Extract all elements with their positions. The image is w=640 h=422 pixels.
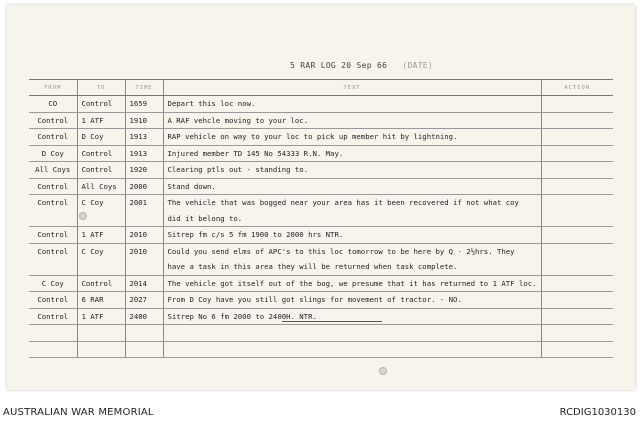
column-header-time: TIME — [125, 80, 163, 96]
punch-hole-right — [379, 367, 387, 375]
to-cell: Control — [77, 275, 125, 292]
action-cell — [541, 129, 613, 146]
from-cell — [29, 325, 77, 342]
punch-hole-left — [79, 212, 87, 220]
log-header — [290, 61, 433, 70]
from-cell: Control — [29, 178, 77, 195]
to-cell — [77, 325, 125, 342]
table-row — [29, 211, 613, 227]
to-cell — [77, 259, 125, 275]
footer-credit: AUSTRALIAN WAR MEMORIAL — [3, 407, 154, 418]
from-cell: D Coy — [29, 145, 77, 162]
time-cell: 2010 — [125, 227, 163, 244]
log-table-header — [29, 80, 613, 96]
time-cell: 2000 — [125, 178, 163, 195]
time-cell: 2001 — [125, 195, 163, 211]
column-header-from: FROM — [29, 80, 77, 96]
time-cell: 2010 — [125, 243, 163, 259]
time-cell — [125, 325, 163, 342]
to-cell: C Coy — [77, 243, 125, 259]
time-cell — [125, 211, 163, 227]
table-row — [29, 227, 613, 244]
text-cell: RAP vehicle on way to your loc to pick up member hit by lightning. — [163, 129, 541, 146]
to-cell: Control — [77, 96, 125, 113]
table-row — [29, 162, 613, 179]
action-cell — [541, 243, 613, 259]
from-cell — [29, 259, 77, 275]
action-cell — [541, 96, 613, 113]
from-cell: Control — [29, 308, 77, 325]
action-cell — [541, 162, 613, 179]
text-cell: have a task in this area they will be returned when task complete. — [163, 259, 541, 275]
from-cell: Control — [29, 292, 77, 309]
log-table-body — [29, 96, 613, 358]
footer-record-id: RCDIG1030130 — [559, 407, 636, 418]
from-cell: Control — [29, 227, 77, 244]
text-cell: did it belong to. — [163, 211, 541, 227]
time-cell: 2027 — [125, 292, 163, 309]
from-cell: Control — [29, 195, 77, 211]
action-cell — [541, 211, 613, 227]
action-cell — [541, 195, 613, 211]
table-row — [29, 195, 613, 211]
column-header-to: TO — [77, 80, 125, 96]
time-cell: 1920 — [125, 162, 163, 179]
text-cell: Stand down. — [163, 178, 541, 195]
table-row — [29, 112, 613, 129]
text-cell: The vehicle that was bogged near your area has it been recovered if not what coy — [163, 195, 541, 211]
text-cell: Sitrep fm c/s 5 fm 1900 to 2000 hrs NTR. — [163, 227, 541, 244]
log-title: 5 RAR LOG 20 Sep 66 — [290, 61, 388, 70]
table-row — [29, 178, 613, 195]
end-of-entries-rule — [282, 321, 382, 322]
time-cell: 1913 — [125, 129, 163, 146]
table-row — [29, 129, 613, 146]
action-cell — [541, 227, 613, 244]
time-cell: 2400 — [125, 308, 163, 325]
to-cell: All Coys — [77, 178, 125, 195]
table-row — [29, 325, 613, 342]
action-cell — [541, 275, 613, 292]
from-cell: Control — [29, 129, 77, 146]
text-cell: Depart this loc now. — [163, 96, 541, 113]
to-cell: C Coy — [77, 195, 125, 211]
to-cell: 1 ATF — [77, 112, 125, 129]
action-cell — [541, 145, 613, 162]
time-cell — [125, 341, 163, 358]
from-cell: All Coys — [29, 162, 77, 179]
action-cell — [541, 308, 613, 325]
from-cell: CO — [29, 96, 77, 113]
to-cell — [77, 341, 125, 358]
table-row — [29, 243, 613, 259]
table-row — [29, 308, 613, 325]
to-cell: Control — [77, 145, 125, 162]
text-cell: Clearing ptls out - standing to. — [163, 162, 541, 179]
text-cell — [163, 325, 541, 342]
table-row — [29, 275, 613, 292]
table-row — [29, 96, 613, 113]
text-cell: A RAF vehcle moving to your loc. — [163, 112, 541, 129]
from-cell — [29, 211, 77, 227]
text-cell — [163, 341, 541, 358]
action-cell — [541, 292, 613, 309]
action-cell — [541, 178, 613, 195]
text-cell: Could you send elms of APC's to this loc tomorrow to be here by Q - 2½hrs. They — [163, 243, 541, 259]
action-cell — [541, 341, 613, 358]
from-cell: C Coy — [29, 275, 77, 292]
text-cell: From D Coy have you still got slings for movement of tractor. - NO. — [163, 292, 541, 309]
to-cell: 6 RAR — [77, 292, 125, 309]
date-label: (DATE) — [402, 61, 434, 70]
time-cell: 1913 — [125, 145, 163, 162]
from-cell: Control — [29, 112, 77, 129]
column-header-action: ACTION — [541, 80, 613, 96]
to-cell: D Coy — [77, 129, 125, 146]
action-cell — [541, 259, 613, 275]
log-table — [29, 79, 613, 358]
table-row — [29, 259, 613, 275]
time-cell: 1910 — [125, 112, 163, 129]
text-cell: The vehicle got itself out of the bog, we presume that it has returned to 1 ATF loc. — [163, 275, 541, 292]
to-cell: Control — [77, 162, 125, 179]
column-header-text: TEXT — [163, 80, 541, 96]
table-row — [29, 292, 613, 309]
text-cell: Injured member TD 145 No 54333 R.N. May. — [163, 145, 541, 162]
action-cell — [541, 112, 613, 129]
action-cell — [541, 325, 613, 342]
from-cell: Control — [29, 243, 77, 259]
time-cell — [125, 259, 163, 275]
table-row — [29, 341, 613, 358]
from-cell — [29, 341, 77, 358]
to-cell: 1 ATF — [77, 227, 125, 244]
time-cell: 1659 — [125, 96, 163, 113]
time-cell: 2014 — [125, 275, 163, 292]
table-row — [29, 145, 613, 162]
to-cell: 1 ATF — [77, 308, 125, 325]
text-cell: Sitrep No 6 fm 2000 to 2400H. NTR. — [163, 308, 541, 325]
